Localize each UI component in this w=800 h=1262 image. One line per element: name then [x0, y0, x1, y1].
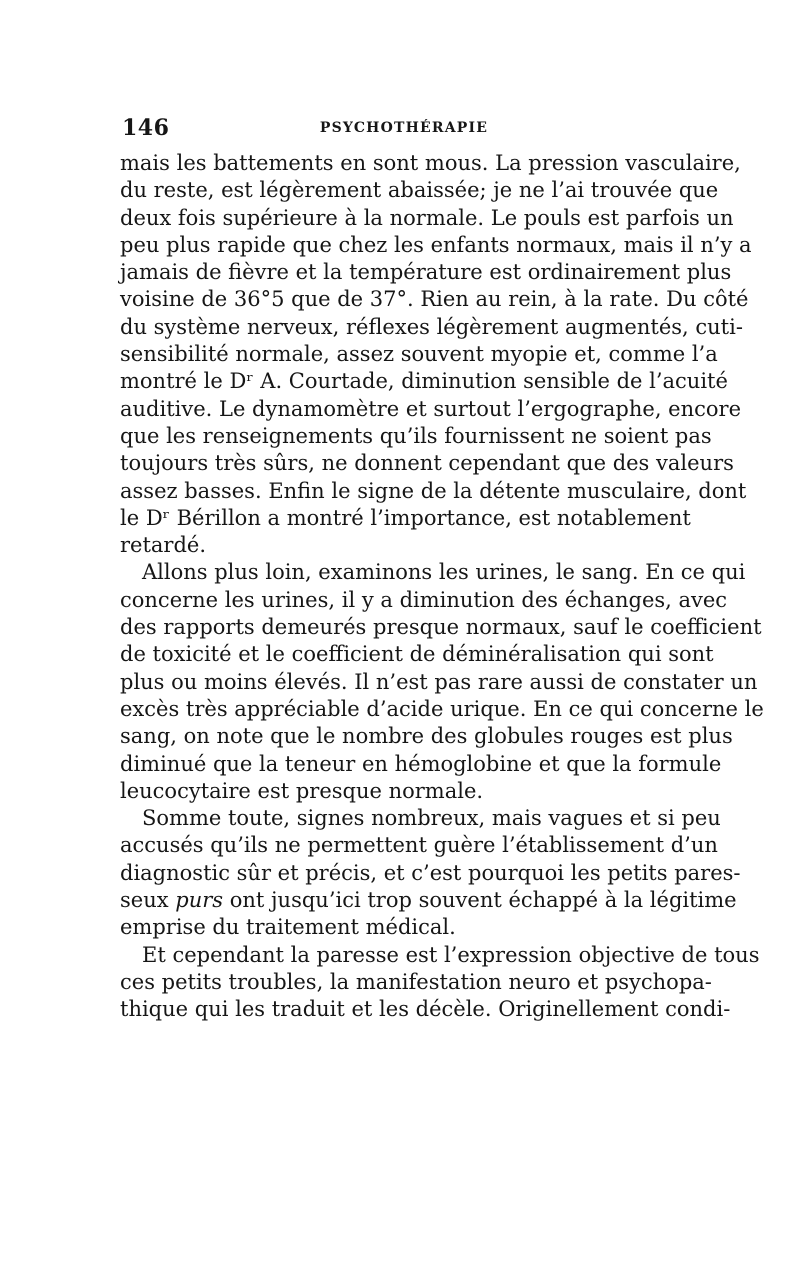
text-line: peu plus rapide que chez les enfants normaux, mais il n’y a	[120, 232, 752, 257]
text-line: mais les battements en sont mous. La pression vasculaire,	[120, 151, 741, 175]
text-line: toujours très sûrs, ne donnent cependant que des valeurs	[120, 451, 734, 476]
text-line: auditive. Le dynamomètre et surtout l’ergographe, encore	[120, 396, 741, 421]
text-line: plus ou moins élevés. Il n’est pas rare aussi de constater un	[120, 669, 758, 694]
italic-word: purs	[175, 888, 224, 913]
text-line: accusés qu’ils ne permettent guère l’établissement d’un	[120, 833, 718, 858]
text-line: Allons plus loin, examinons les urines, le sang. En ce qui	[142, 560, 746, 585]
text-line: ces petits troubles, la manifestation neuro et psychopa-	[120, 969, 712, 994]
text-line: leucocytaire est presque normale.	[120, 778, 484, 803]
text-line-mixed	[120, 887, 737, 914]
running-title: PSYCHOTHÉRAPIE	[319, 120, 489, 136]
body-text	[120, 150, 764, 1024]
text-line: assez basses. Enfin le signe de la détente musculaire, dont	[120, 478, 747, 503]
text-line: thique qui les traduit et les décèle. Originellement condi-	[120, 997, 731, 1022]
text-line: de toxicité et le coefficient de déminéralisation qui sont	[120, 642, 714, 667]
text-line: jamais de fièvre et la température est ordinairement plus	[120, 260, 732, 285]
text-line: diminué que la teneur en hémoglobine et que la formule	[120, 751, 722, 776]
text-line: excès très appréciable d’acide urique. En ce qui concerne le	[120, 696, 764, 721]
page-number: 146	[122, 115, 170, 141]
text-line: Et cependant la paresse est l’expression objective de tous	[142, 942, 760, 967]
text-line: sensibilité normale, assez souvent myopie et, comme l’a	[120, 342, 718, 367]
running-head	[118, 113, 690, 143]
text-line: concerne les urines, il y a diminution des échanges, avec	[120, 587, 728, 612]
text-line: le Dʳ Bérillon a montré l’importance, est notablement	[120, 505, 691, 530]
text-line: des rapports demeurés presque normaux, sauf le coefficient	[120, 615, 762, 640]
text-line: montré le Dʳ A. Courtade, diminution sensible de l’acuité	[120, 369, 728, 394]
text-line: que les renseignements qu’ils fournissent ne soient pas	[120, 423, 712, 448]
text-line: du reste, est légèrement abaissée; je ne l’ai trouvée que	[120, 178, 719, 203]
text-line: voisine de 36°5 que de 37°. Rien au rein, à la rate. Du côté	[120, 287, 749, 312]
text-line: diagnostic sûr et précis, et c’est pourquoi les petits pares-	[120, 860, 741, 885]
text-line: du système nerveux, réflexes légèrement augmentés, cuti-	[120, 314, 743, 339]
text-line: emprise du traitement médical.	[120, 915, 456, 940]
text-fragment: seux	[120, 888, 169, 913]
text-fragment: ont jusqu’ici trop souvent échappé à la légitime	[229, 888, 737, 913]
text-line: retardé.	[120, 533, 207, 558]
text-line: sang, on note que le nombre des globules rouges est plus	[120, 724, 733, 749]
text-line: deux fois supérieure à la normale. Le pouls est parfois un	[120, 205, 734, 230]
text-line: Somme toute, signes nombreux, mais vagues et si peu	[142, 806, 721, 831]
